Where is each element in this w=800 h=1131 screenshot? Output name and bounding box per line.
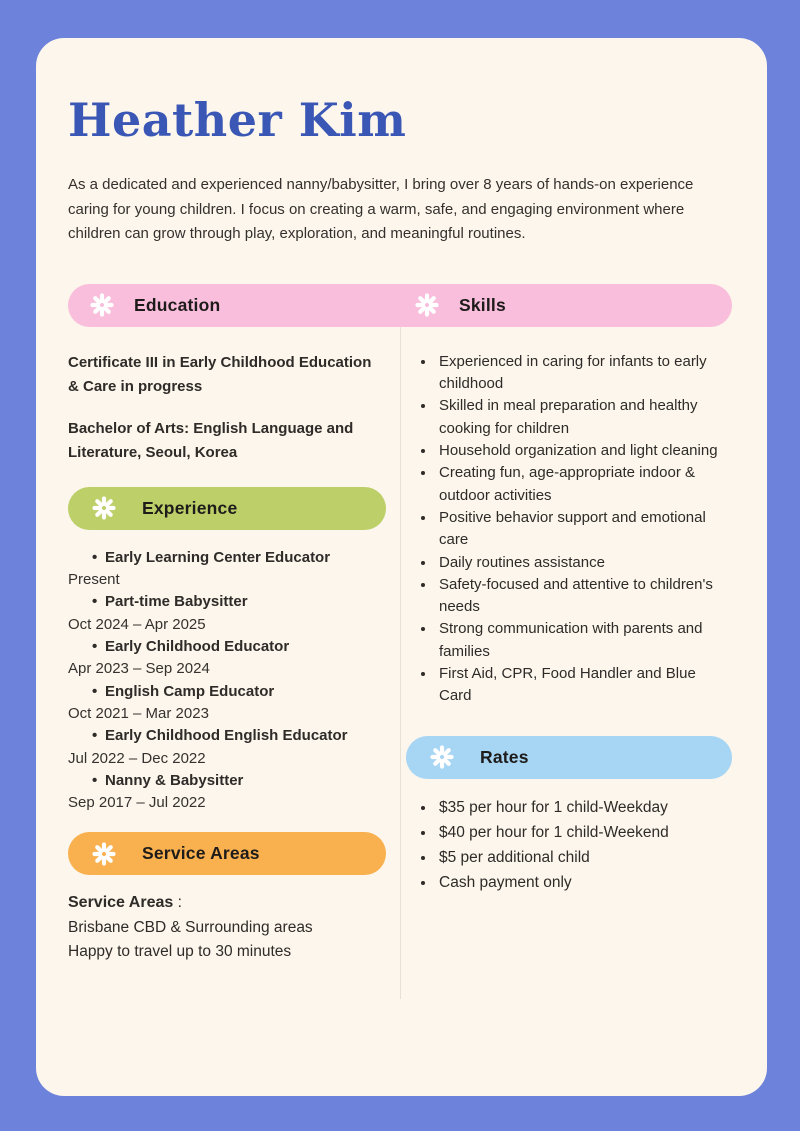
rates-list [418, 796, 732, 895]
experience-section-label: Experience [142, 497, 238, 518]
experience-item [68, 681, 386, 726]
experience-role: • English Camp Educator [68, 681, 386, 703]
rate-item: • $40 per hour for 1 child-Weekend [436, 821, 732, 845]
experience-dates: Apr 2023 – Sep 2024 [68, 660, 210, 678]
left-column [68, 327, 400, 999]
experience-item [68, 725, 386, 770]
experience-dates: Sep 2017 – Jul 2022 [68, 794, 206, 812]
experience-item [68, 770, 386, 815]
experience-dates: Present [68, 571, 120, 589]
experience-role: • Part-time Babysitter [68, 591, 386, 613]
resume-card [36, 38, 767, 1096]
experience-item [68, 636, 386, 681]
summary-text: As a dedicated and experienced nanny/babysitter, I bring over 8 years of hands-on experience caring for young children. I focus on creating a warm, safe, and engaging environment where children can grow through play, exploration, and meaningful routines. [68, 176, 694, 243]
right-column [400, 327, 732, 999]
education-entries [68, 351, 386, 465]
experience-dates: Oct 2024 – Apr 2025 [68, 615, 206, 633]
service-areas-heading-colon: : [177, 894, 182, 912]
skill-item: • Experienced in caring for infants to early childhood [436, 351, 732, 396]
skill-item: • Strong communication with parents and families [436, 618, 732, 663]
service-areas-text [68, 891, 386, 965]
skills-section-header [400, 284, 732, 327]
education-section-label: Education [134, 294, 221, 315]
experience-dates: Jul 2022 – Dec 2022 [68, 749, 206, 767]
content-columns [68, 327, 732, 999]
service-areas-section-label: Service Areas [142, 843, 260, 864]
section-header-bar [68, 284, 732, 327]
flower-icon [92, 496, 116, 520]
flower-icon [415, 293, 439, 317]
skill-item: • Household organization and light cleaning [436, 440, 732, 462]
experience-item [68, 547, 386, 592]
experience-role: • Early Childhood Educator [68, 636, 386, 658]
skill-item: • Daily routines assistance [436, 552, 732, 574]
rate-item: • $5 per additional child [436, 846, 732, 870]
experience-section-header [68, 487, 386, 530]
skill-item: • Skilled in meal preparation and healthy cooking for children [436, 395, 732, 440]
skill-item: • Safety-focused and attentive to children's needs [436, 574, 732, 619]
education-section-header [68, 284, 400, 327]
experience-dates: Oct 2021 – Mar 2023 [68, 704, 209, 722]
experience-list [68, 547, 386, 815]
skills-list [418, 351, 732, 708]
rates-section-label: Rates [480, 746, 529, 767]
rates-section-header [406, 736, 732, 779]
education-entry: Bachelor of Arts: English Language and Literature, Seoul, Korea [68, 419, 354, 461]
skill-item: • First Aid, CPR, Food Handler and Blue Card [436, 663, 732, 708]
service-areas-line: Brisbane CBD & Surrounding areas [68, 918, 313, 936]
service-areas-heading-label: Service Areas [68, 894, 174, 912]
experience-role: • Early Childhood English Educator [68, 725, 386, 747]
flower-icon [90, 293, 114, 317]
service-areas-lines [68, 916, 386, 965]
skills-section-label: Skills [459, 294, 506, 315]
skill-item: • Positive behavior support and emotional care [436, 507, 732, 552]
service-areas-section-header [68, 832, 386, 875]
rate-item: • Cash payment only [436, 871, 732, 895]
rate-item: • $35 per hour for 1 child-Weekday [436, 796, 732, 820]
experience-role: • Nanny & Babysitter [68, 770, 386, 792]
experience-role: • Early Learning Center Educator [68, 547, 386, 569]
experience-item [68, 591, 386, 636]
service-areas-line: Happy to travel up to 30 minutes [68, 943, 292, 961]
flower-icon [92, 842, 116, 866]
service-areas-heading [68, 891, 386, 916]
page-title: Heather Kim [68, 93, 407, 147]
skill-item: • Creating fun, age-appropriate indoor & outdoor activities [436, 462, 732, 507]
education-entry: Certificate III in Early Childhood Education & Care in progress [68, 353, 372, 395]
flower-icon [430, 745, 454, 769]
